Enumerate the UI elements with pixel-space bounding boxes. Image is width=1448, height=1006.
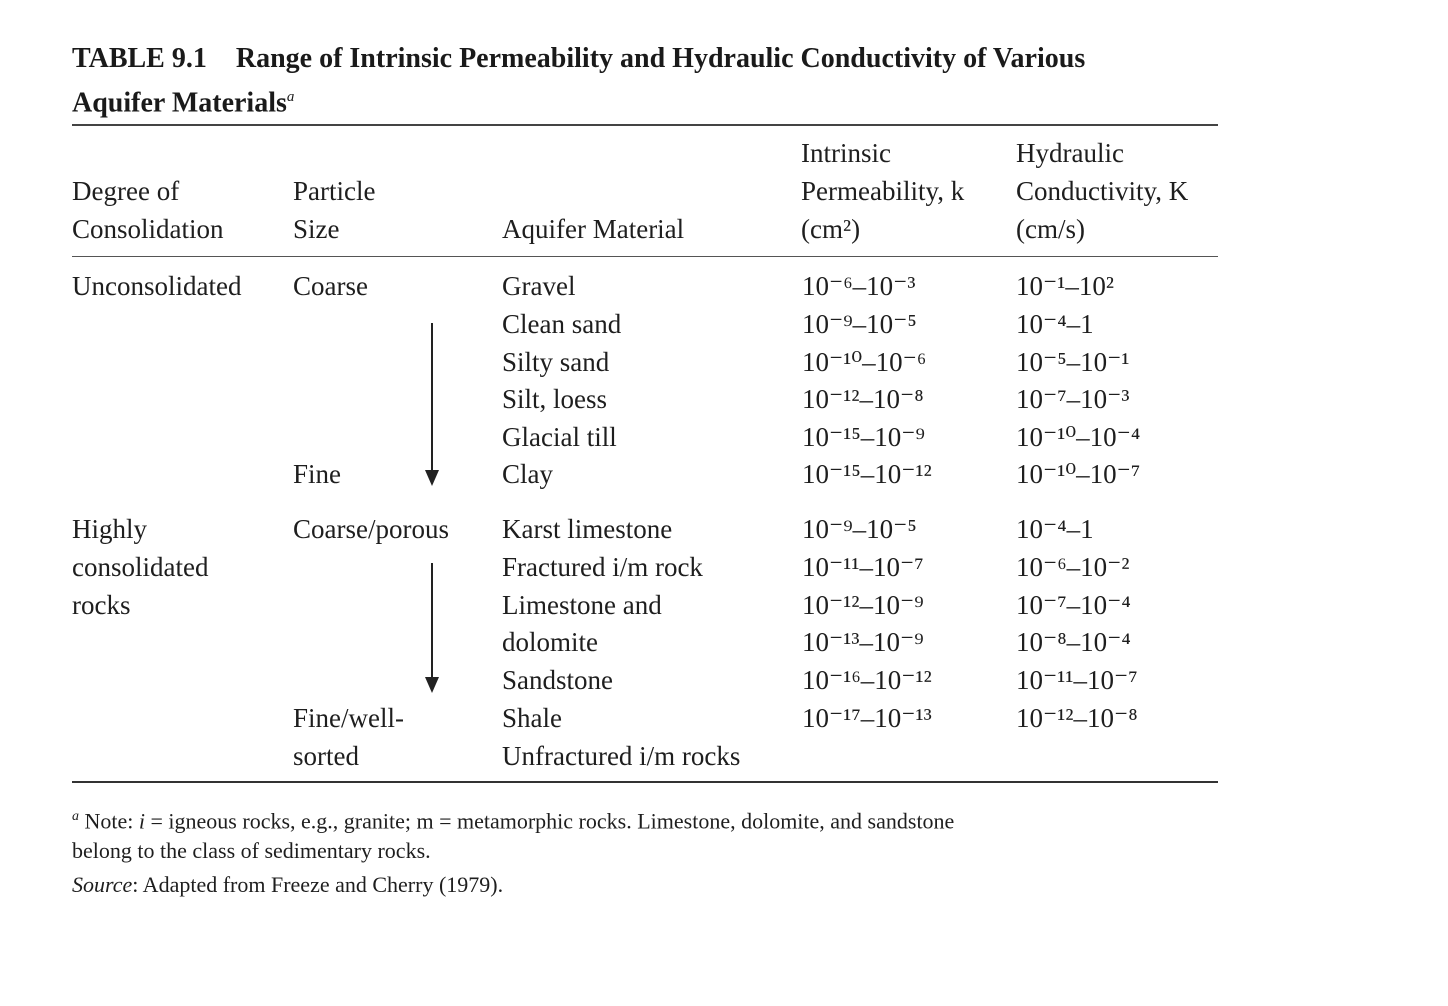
particle-coarse-porous: Coarse/porous bbox=[293, 514, 449, 544]
conductivity-cell: 10⁻¹⁰–10⁻⁴ bbox=[1016, 422, 1141, 452]
permeability-cell: 10⁻¹²–10⁻⁸ bbox=[802, 384, 924, 414]
particle-coarse: Coarse bbox=[293, 271, 368, 301]
permeability-cell: 10⁻¹⁶–10⁻¹² bbox=[802, 665, 932, 695]
material-cell: Unfractured i/m rocks bbox=[502, 741, 741, 771]
header-conductivity: Hydraulic Conductivity, K (cm/s) bbox=[1016, 138, 1189, 244]
degree-highly-consolidated: Highly consolidated rocks bbox=[72, 514, 209, 620]
permeability-cell: 10⁻¹⁰–10⁻⁶ bbox=[802, 347, 927, 377]
conductivity-cell: 10⁻⁷–10⁻³ bbox=[1016, 384, 1130, 414]
conductivity-cell: 10⁻¹–10² bbox=[1016, 271, 1114, 301]
conductivity-cell: 10⁻⁷–10⁻⁴ bbox=[1016, 590, 1131, 620]
material-cell: Glacial till bbox=[502, 422, 617, 452]
permeability-cell: 10⁻¹³–10⁻⁹ bbox=[802, 627, 924, 657]
particle-fine-well-sorted: Fine/well- sorted bbox=[293, 703, 404, 771]
material-cell: Gravel bbox=[502, 271, 576, 301]
permeability-cell: 10⁻¹⁵–10⁻¹² bbox=[802, 459, 932, 489]
header-permeability: Intrinsic Permeability, k (cm²) bbox=[801, 138, 965, 244]
material-cell: Clean sand bbox=[502, 309, 622, 339]
material-cell: Karst limestone bbox=[502, 514, 673, 544]
title-footnote-mark: a bbox=[286, 89, 295, 105]
conductivity-cell: 10⁻¹⁰–10⁻⁷ bbox=[1016, 459, 1141, 489]
table-number: TABLE 9.1 bbox=[72, 43, 207, 74]
conductivity-cell: 10⁻⁶–10⁻² bbox=[1016, 552, 1130, 582]
footnote-line2: belong to the class of sedimentary rocks. bbox=[72, 838, 431, 863]
table-title-line2: Aquifer Materials bbox=[72, 87, 287, 119]
material-cell: Fractured i/m rock bbox=[502, 552, 703, 582]
material-cell: Silty sand bbox=[502, 347, 610, 377]
material-cell: Limestone and bbox=[502, 590, 662, 620]
conductivity-cell: 10⁻⁴–1 bbox=[1016, 514, 1094, 544]
bottom-rule bbox=[72, 781, 1218, 783]
conductivity-cell: 10⁻⁴–1 bbox=[1016, 309, 1094, 339]
permeability-cell: 10⁻¹⁵–10⁻⁹ bbox=[802, 422, 925, 452]
material-cell: Clay bbox=[502, 459, 553, 489]
conductivity-cell: 10⁻¹¹–10⁻⁷ bbox=[1016, 665, 1138, 695]
degree-unconsolidated: Unconsolidated bbox=[72, 271, 242, 301]
permeability-cell: 10⁻¹⁷–10⁻¹³ bbox=[802, 703, 932, 733]
conductivity-cell: 10⁻¹²–10⁻⁸ bbox=[1016, 703, 1138, 733]
permeability-cell: 10⁻⁹–10⁻⁵ bbox=[802, 309, 917, 339]
material-cell: Sandstone bbox=[502, 665, 613, 695]
permeability-cell: 10⁻⁹–10⁻⁵ bbox=[802, 514, 917, 544]
footnote-note: $^a$ Note: i = igneous rocks, e.g., granite; m = metamorphic rocks. Limestone, dolomite, and sandstone bbox=[72, 808, 955, 834]
header-particle: Particle Size bbox=[293, 176, 376, 244]
table-title-line1: Range of Intrinsic Permeability and Hydraulic Conductivity of Various bbox=[235, 43, 1086, 74]
header-material: Aquifer Material bbox=[502, 214, 685, 244]
material-cell: Shale bbox=[502, 703, 562, 733]
material-cell: dolomite bbox=[502, 627, 598, 657]
material-cell: Silt, loess bbox=[502, 384, 608, 414]
top-rule bbox=[72, 124, 1218, 126]
conductivity-cell: 10⁻⁸–10⁻⁴ bbox=[1016, 627, 1131, 657]
permeability-cell: 10⁻¹²–10⁻⁹ bbox=[802, 590, 924, 620]
header-rule bbox=[72, 256, 1218, 257]
arrow-down-icon bbox=[425, 470, 439, 486]
permeability-cell: 10⁻¹¹–10⁻⁷ bbox=[802, 552, 924, 582]
arrow-down-icon bbox=[425, 677, 439, 693]
arrow-coarse-to-fine bbox=[431, 323, 433, 471]
permeability-cell: 10⁻⁶–10⁻³ bbox=[802, 271, 916, 301]
footnote-source: Source: Adapted from Freeze and Cherry (1979). bbox=[72, 872, 504, 897]
particle-fine: Fine bbox=[293, 459, 342, 489]
arrow-coarse-to-fine bbox=[431, 563, 433, 678]
table-title bbox=[72, 40, 1218, 122]
conductivity-cell: 10⁻⁵–10⁻¹ bbox=[1016, 347, 1130, 377]
header-degree: Degree of Consolidation bbox=[72, 176, 224, 244]
